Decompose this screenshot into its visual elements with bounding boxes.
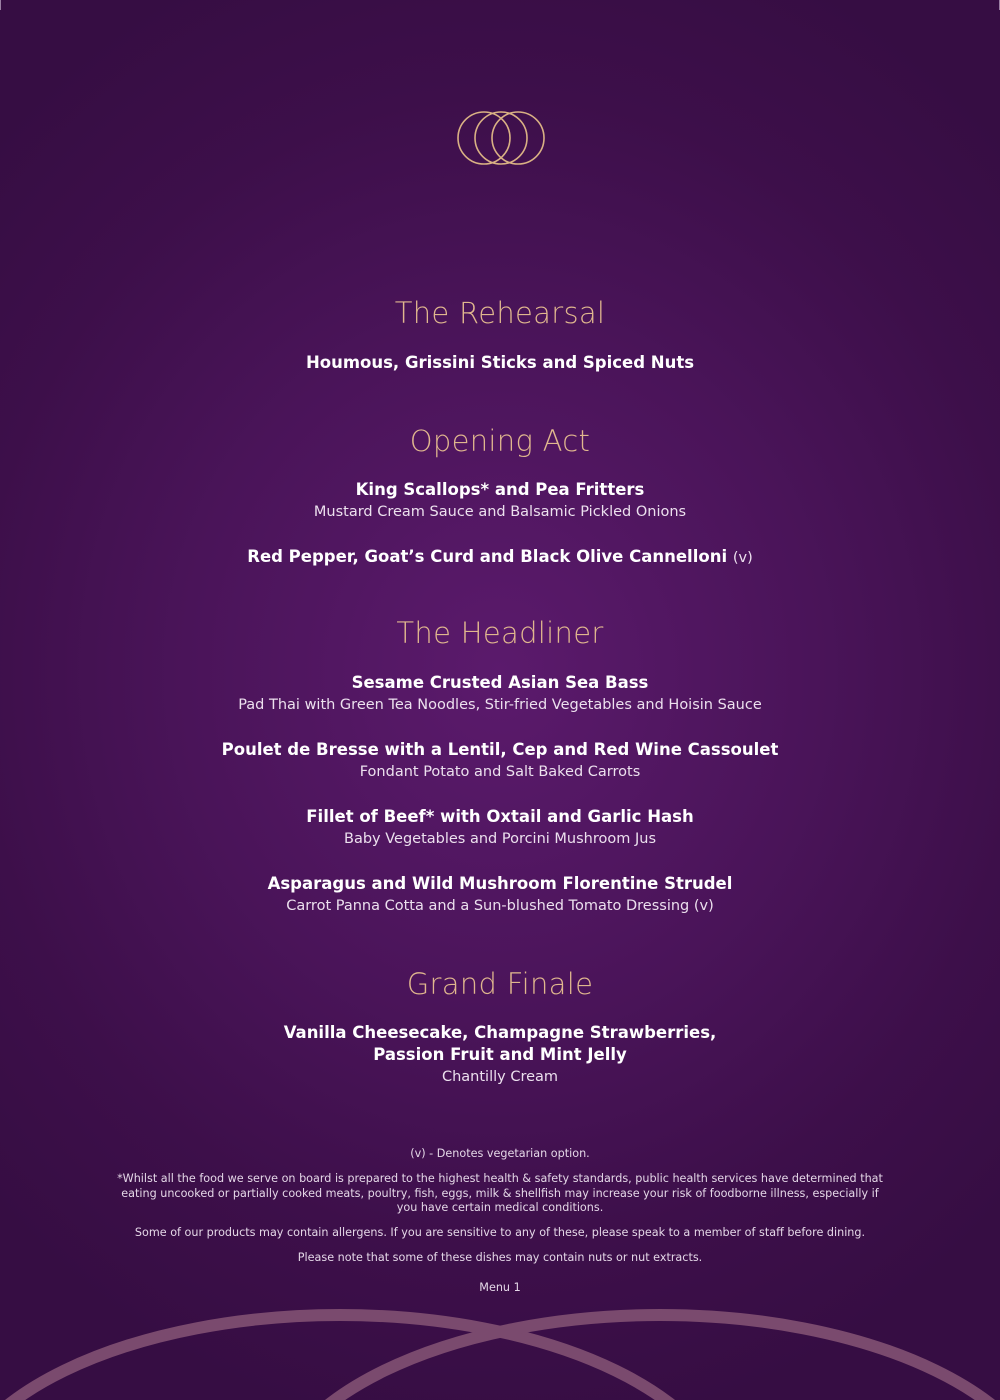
- dish-name: Fillet of Beef* with Oxtail and Garlic Hash: [306, 807, 694, 826]
- dish-name: Asparagus and Wild Mushroom Florentine Strudel: [267, 874, 733, 893]
- dish-name: Sesame Crusted Asian Sea Bass: [351, 673, 649, 692]
- menu-label: Menu 1: [479, 1281, 521, 1294]
- dish-houmous: [0, 352, 1000, 374]
- dish-name: Houmous, Grissini Sticks and Spiced Nuts: [305, 353, 695, 372]
- dish-description: Pad Thai with Green Tea Noodles, Stir-fried Vegetables and Hoisin Sauce: [238, 697, 762, 713]
- dish-cheesecake: [0, 1022, 1000, 1088]
- dish-name-line-2: Passion Fruit and Mint Jelly: [373, 1045, 627, 1064]
- section-title-opening-act: Opening Act: [409, 424, 591, 458]
- dish-strudel: [0, 873, 1000, 917]
- vegetarian-tag: (v): [732, 550, 753, 566]
- dish-king-scallops: [0, 479, 1000, 523]
- dish-sea-bass: [0, 672, 1000, 716]
- dish-fillet-of-beef: [0, 806, 1000, 850]
- section-title-rehearsal: The Rehearsal: [394, 296, 606, 330]
- three-interlocking-rings-logo-icon: [454, 106, 548, 170]
- dish-description: Mustard Cream Sauce and Balsamic Pickled Onions: [313, 504, 687, 520]
- dish-name: Poulet de Bresse with a Lentil, Cep and Red Wine Cassoulet: [221, 740, 779, 759]
- dish-name: King Scallops* and Pea Fritters: [355, 480, 645, 499]
- dish-name: Vanilla Cheesecake, Champagne Strawberries,: [283, 1023, 717, 1042]
- dish-name: Red Pepper, Goat’s Curd and Black Olive Cannelloni: [247, 547, 728, 566]
- nut-note: Please note that some of these dishes may contain nuts or nut extracts.: [297, 1251, 703, 1264]
- dish-description: Carrot Panna Cotta and a Sun-blushed Tomato Dressing (v): [286, 898, 714, 914]
- vegetarian-note: (v) - Denotes vegetarian option.: [410, 1147, 590, 1160]
- section-title-grand-finale: Grand Finale: [406, 967, 594, 1001]
- dish-description: Fondant Potato and Salt Baked Carrots: [359, 764, 641, 780]
- dish-cannelloni: [0, 546, 1000, 569]
- dish-description: Baby Vegetables and Porcini Mushroom Jus: [344, 831, 656, 847]
- section-title-headliner: The Headliner: [396, 616, 604, 650]
- health-note: *Whilst all the food we serve on board is prepared to the highest health & safety standards, public health services have determined that eating uncooked or partially cooked meats, poultry, fish, eggs, milk & shellfish may increase your risk of foodborne illness, especially if you have certain medical conditions.: [117, 1172, 883, 1214]
- crop-mark-left: [0, 0, 1, 10]
- allergen-note: Some of our products may contain allergens. If you are sensitive to any of these, please speak to a member of staff before dining.: [134, 1226, 866, 1239]
- decorative-rings-icon: [0, 1300, 1000, 1400]
- dish-description: Chantilly Cream: [441, 1069, 559, 1085]
- dish-poulet-de-bresse: [0, 739, 1000, 783]
- dish-name-row: [0, 546, 1000, 569]
